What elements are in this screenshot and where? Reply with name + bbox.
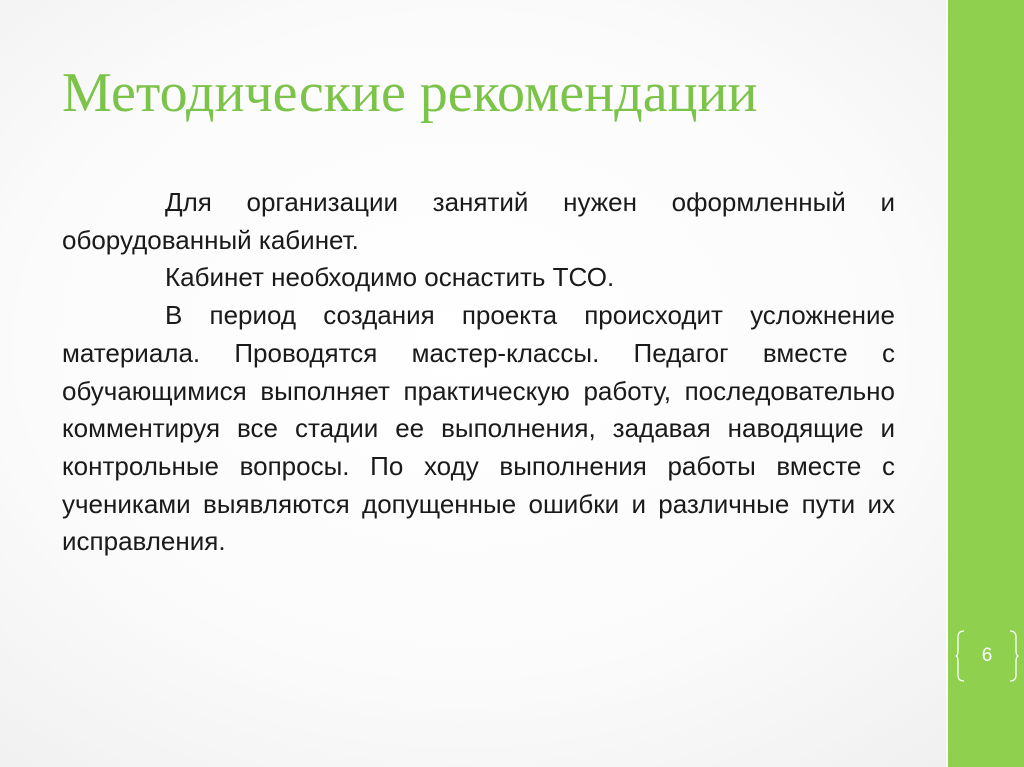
- slide-title: Методические рекомендации: [62, 62, 758, 124]
- paragraph-3: В период создания проекта происходит усложнение материала. Проводятся мастер-классы. Педагог вместе с обучающимися выполняет практическую работу, последовательно комментируя все стадии ее выполнения, задавая наводящие и контрольные вопросы. По ходу выполнения работы вместе с учениками выявляются допущенные ошибки и различные пути их исправления.: [62, 300, 895, 557]
- left-brace-icon: [955, 630, 965, 682]
- paragraph-1: Для организации занятий нужен оформленный и оборудованный кабинет.: [62, 187, 895, 255]
- paragraph-2: Кабинет необходимо оснастить ТСО.: [165, 262, 615, 293]
- slide-body: [62, 184, 895, 561]
- slide-number: [955, 630, 1019, 682]
- page-number: 6: [981, 645, 993, 666]
- right-brace-icon: [1009, 630, 1019, 682]
